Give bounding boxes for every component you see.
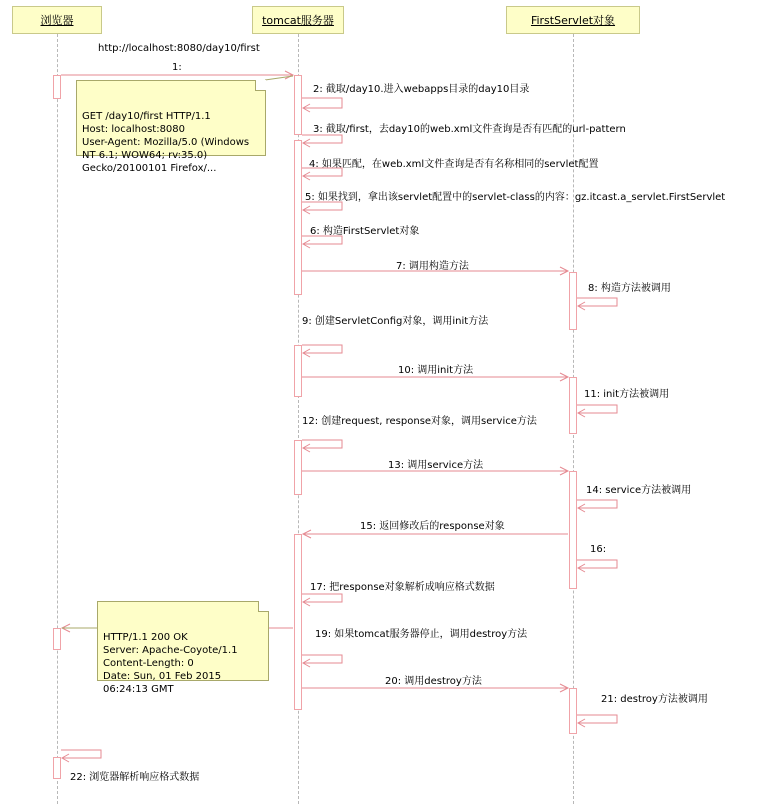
lifeline-header-tomcat: tomcat服务器: [252, 6, 344, 34]
message-label-19: 19: 如果tomcat服务器停止，调用destroy方法: [315, 629, 528, 640]
url-label: http://localhost:8080/day10/first: [98, 43, 260, 54]
message-label-8: 8: 构造方法被调用: [588, 283, 671, 294]
message-label-15: 15: 返回修改后的response对象: [360, 521, 505, 532]
message-label-20: 20: 调用destroy方法: [385, 676, 482, 687]
request-note-text: GET /day10/first HTTP/1.1 Host: localhost:8080 User-Agent: Mozilla/5.0 (Windows NT 6.1; WOW64; rv:35.0) Gecko/20100101 Firefox/...: [82, 111, 250, 174]
response-note-text: HTTP/1.1 200 OK Server: Apache-Coyote/1.1 Content-Length: 0 Date: Sun, 01 Feb 2015 06:24:13 GMT: [103, 632, 238, 695]
message-label-5: 5: 如果找到，拿出该servlet配置中的servlet-class的内容：gz.itcast.a_servlet.FirstServlet: [305, 192, 726, 203]
lifeline-header-servlet: FirstServlet对象: [506, 6, 640, 34]
message-label-13: 13: 调用service方法: [388, 460, 484, 471]
message-label-3: 3: 截取/first，去day10的web.xml文件查询是否有匹配的url-pattern: [313, 124, 626, 135]
message-label-22: 22: 浏览器解析响应格式数据: [70, 772, 200, 783]
message-label-2: 2: 截取/day10.进入webapps目录的day10目录: [313, 84, 530, 95]
request-note: [76, 80, 266, 174]
message-label-21: 21: destroy方法被调用: [601, 694, 708, 705]
message-label-14: 14: service方法被调用: [586, 485, 692, 496]
lifeline-header-browser: 浏览器: [12, 6, 102, 34]
message-label-4: 4: 如果匹配，在web.xml文件查询是否有名称相同的servlet配置: [309, 159, 599, 170]
message-label-10: 10: 调用init方法: [398, 365, 474, 376]
message-label-7: 7: 调用构造方法: [396, 261, 469, 272]
message-label-17: 17: 把response对象解析成响应格式数据: [310, 582, 495, 593]
message-label-11: 11: init方法被调用: [584, 389, 670, 400]
message-label-9: 9: 创建ServletConfig对象，调用init方法: [302, 316, 489, 327]
note-fold-icon: [258, 601, 269, 612]
message-label-6: 6: 构造FirstServlet对象: [310, 226, 420, 237]
note-fold-icon: [255, 80, 266, 91]
message-label-12: 12: 创建request, response对象，调用service方法: [302, 416, 537, 427]
response-note: [97, 601, 269, 695]
message-label-1: 1:: [172, 62, 182, 73]
message-label-16: 16:: [590, 544, 607, 555]
